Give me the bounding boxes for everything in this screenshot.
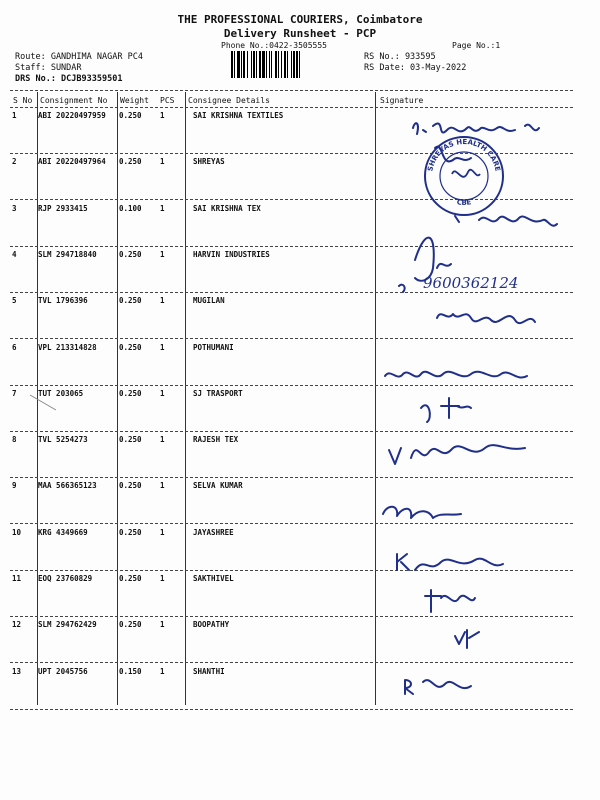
cell-sno: 8	[12, 435, 17, 445]
cell-consignment: TVL 1796396	[38, 296, 88, 306]
cell-pcs: 1	[160, 574, 165, 583]
cell-sno: 11	[12, 574, 22, 583]
cell-consignment: MAA 566365123	[38, 481, 97, 491]
rs-date: RS Date: 03-May-2022	[364, 63, 467, 73]
cell-pcs: 1	[160, 388, 165, 398]
signature-phone-number: 9600362124	[423, 274, 519, 292]
cell-consignment: TUT 203065	[38, 388, 84, 398]
signature-row-6	[385, 372, 527, 378]
cell-pcs: 1	[160, 620, 165, 630]
cell-consignee: POTHUMANI	[193, 342, 234, 352]
signature-row-12	[455, 630, 479, 648]
col-consignee: Consignee Details	[188, 96, 270, 105]
cell-sno: 9	[12, 481, 17, 491]
header-rule-top	[10, 90, 573, 91]
col-signature: Signature	[380, 96, 424, 105]
signature-row-1	[413, 123, 539, 134]
cell-consignment: KRG 4349669	[38, 527, 88, 537]
cell-pcs: 1	[160, 342, 165, 352]
cell-weight: 0.250	[119, 157, 142, 167]
cell-weight: 0.250	[119, 527, 142, 537]
cell-consignment: VPL 213314828	[38, 342, 97, 352]
svg-text:SHREYAS HEALTH CARE: SHREYAS HEALTH CARE	[426, 137, 502, 173]
document-title: Delivery Runsheet - PCP	[223, 27, 377, 40]
cell-weight: 0.250	[119, 620, 142, 630]
signature-row-10	[397, 554, 503, 570]
cell-sno: 2	[12, 157, 17, 167]
cell-sno: 13	[12, 666, 22, 676]
cell-consignee: SELVA KUMAR	[193, 481, 243, 491]
cell-pcs: 1	[160, 203, 165, 213]
route-label: Route: GANDHIMA NAGAR PC4	[15, 52, 143, 62]
cell-pcs: 1	[160, 157, 165, 167]
cell-consignee: RAJESH TEX	[193, 435, 239, 445]
cell-consignee: SJ TRASPORT	[193, 388, 243, 398]
cell-sno: 3	[12, 203, 17, 213]
cell-consignment: EOQ 23760829	[38, 574, 93, 583]
cell-consignment: SLM 294718840	[38, 249, 97, 259]
cell-sno: 12	[12, 620, 22, 630]
cell-consignment: ABI 20220497959	[38, 111, 106, 120]
phone-number: Phone No.:0422-3505555	[221, 41, 327, 50]
col-pcs: PCS	[160, 96, 175, 105]
cell-sno: 10	[12, 527, 22, 537]
cell-weight: 0.250	[119, 111, 142, 120]
page-number: Page No.:1	[452, 41, 501, 50]
cell-pcs: 1	[160, 435, 165, 445]
cell-weight: 0.150	[119, 666, 142, 676]
cell-pcs: 1	[160, 481, 165, 491]
cell-consignee: SAKTHIVEL	[193, 574, 234, 583]
cell-consignee: BOOPATHY	[193, 620, 230, 630]
cell-consignment: TVL 5254273	[38, 435, 88, 445]
cell-consignee: MUGILAN	[193, 296, 225, 306]
staff-label: Staff: SUNDAR	[15, 63, 82, 73]
cell-weight: 0.100	[119, 203, 142, 213]
cell-weight: 0.250	[119, 388, 142, 398]
cell-weight: 0.250	[119, 249, 142, 259]
cell-consignment: UPT 2045756	[38, 666, 88, 676]
cell-weight: 0.250	[119, 342, 142, 352]
cell-weight: 0.250	[119, 574, 142, 583]
signature-row-9	[383, 507, 461, 518]
signature-row-5	[437, 314, 535, 323]
cell-pcs: 1	[160, 296, 165, 306]
cell-sno: 6	[12, 342, 17, 352]
cell-sno: 4	[12, 249, 17, 259]
cell-sno: 5	[12, 296, 17, 306]
col-sno: S No	[13, 96, 33, 105]
cell-pcs: 1	[160, 111, 165, 120]
cell-consignee: SHANTHI	[193, 666, 225, 676]
cell-consignment: SLM 294762429	[38, 620, 97, 630]
rs-number: RS No.: 933595	[364, 52, 436, 62]
cell-pcs: 1	[160, 666, 165, 676]
drs-number: DRS No.: DCJB93359501	[15, 74, 123, 84]
svg-text:CBE: CBE	[456, 198, 472, 207]
cell-pcs: 1	[160, 527, 165, 537]
cell-consignee: SAI KRISHNA TEXTILES	[193, 111, 284, 120]
cell-weight: 0.250	[119, 481, 142, 491]
company-name: THE PROFESSIONAL COURIERS, Coimbatore	[177, 13, 423, 26]
cell-pcs: 1	[160, 249, 165, 259]
cell-weight: 0.250	[119, 296, 142, 306]
row-divider	[10, 709, 573, 710]
signature-row-13	[405, 680, 471, 694]
shreyas-stamp-icon	[422, 134, 506, 218]
cell-weight: 0.250	[119, 435, 142, 445]
cell-consignee: JAYASHREE	[193, 527, 234, 537]
cell-sno: 1	[12, 111, 17, 120]
cell-consignment: RJP 2933415	[38, 203, 88, 213]
cell-consignee: SHREYAS	[193, 157, 225, 167]
cell-sno: 7	[12, 388, 17, 398]
barcode	[231, 51, 353, 78]
cell-consignee: SAI KRISHNA TEX	[193, 203, 261, 213]
signature-row-8	[389, 445, 525, 464]
signature-row-11	[425, 590, 475, 612]
cell-consignee: HARVIN INDUSTRIES	[193, 249, 270, 259]
signature-row-7	[421, 398, 471, 422]
cell-consignment: ABI 20220497964	[38, 157, 106, 167]
col-consignment: Consignment No	[40, 96, 108, 105]
col-weight: Weight	[120, 96, 149, 105]
